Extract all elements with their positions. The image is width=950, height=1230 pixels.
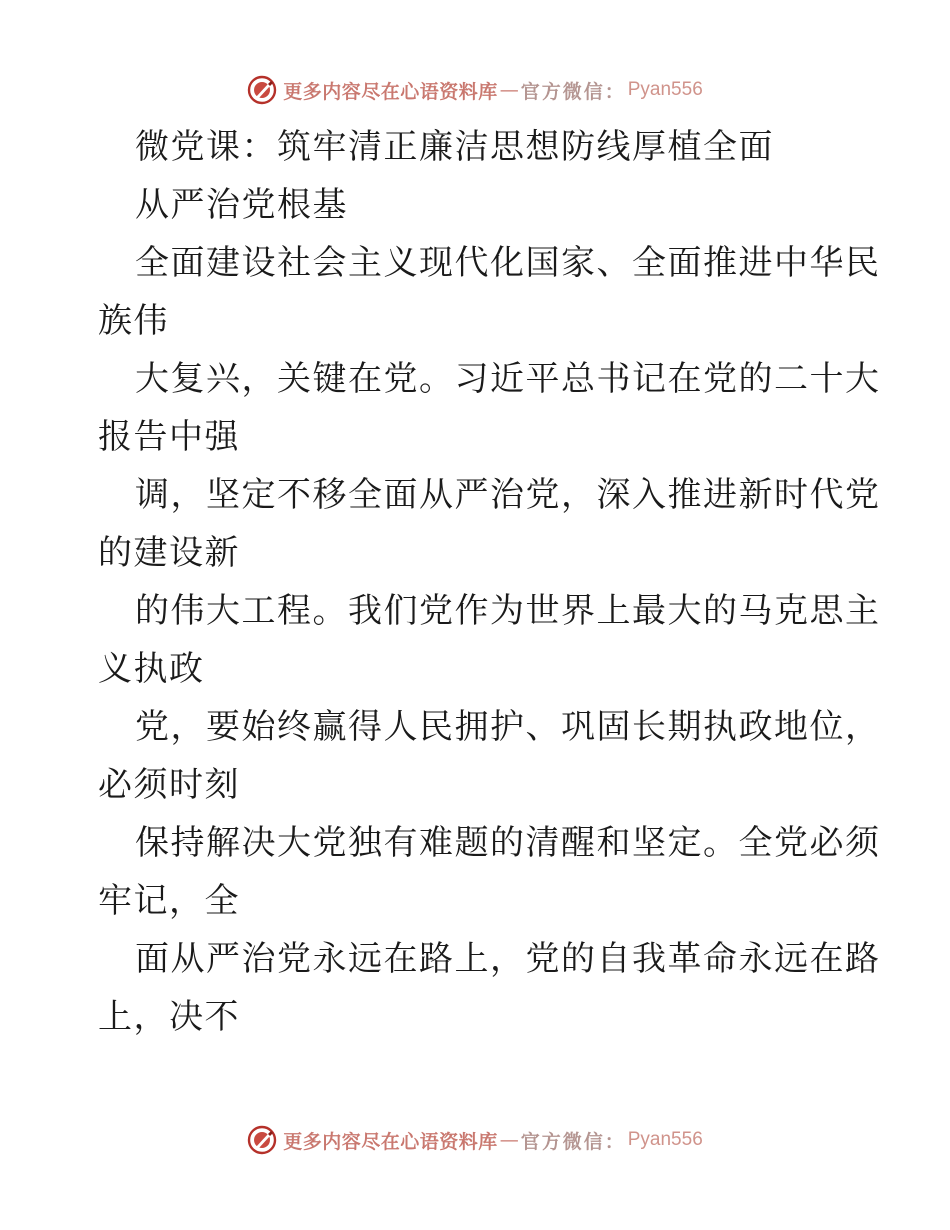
watermark-text: 更多内容尽在心语资料库 <box>283 1130 498 1153</box>
paragraph-line: 党，要始终赢得人民拥护、巩固长期执政地位， <box>135 707 881 747</box>
paragraph-line: 上，决不 <box>98 997 240 1037</box>
watermark-separator: — <box>499 79 519 101</box>
paragraph-line: 调，坚定不移全面从严治党，深入推进新时代党 <box>135 475 881 515</box>
paragraph-line: 的建设新 <box>98 533 240 573</box>
watermark-wechat-id: Pyan556 <box>627 79 703 100</box>
paragraph-line: 必须时刻 <box>98 765 240 805</box>
paragraph-line: 族伟 <box>98 301 169 341</box>
watermark-separator: — <box>499 1129 519 1151</box>
pen-seal-icon <box>247 75 277 105</box>
watermark-wechat-id: Pyan556 <box>627 1129 703 1150</box>
watermark-text: 更多内容尽在心语资料库 <box>283 80 498 103</box>
paragraph-line: 牢记，全 <box>98 881 240 921</box>
document-title-line: 微党课：筑牢清正廉洁思想防线厚植全面 <box>135 127 774 167</box>
paragraph-line: 大复兴，关键在党。习近平总书记在党的二十大 <box>135 359 881 399</box>
paragraph-line: 面从严治党永远在路上，党的自我革命永远在路 <box>135 939 881 979</box>
paragraph-line: 全面建设社会主义现代化国家、全面推进中华民 <box>135 243 881 283</box>
watermark-wechat-label: 官方微信： <box>520 1130 626 1153</box>
watermark-wechat-label: 官方微信： <box>520 80 626 103</box>
paragraph-line: 报告中强 <box>98 417 240 457</box>
paragraph-line: 义执政 <box>98 649 205 689</box>
watermark-banner-top <box>0 70 950 110</box>
paragraph-line: 的伟大工程。我们党作为世界上最大的马克思主 <box>135 591 881 631</box>
paragraph-line: 保持解决大党独有难题的清醒和坚定。全党必须 <box>135 823 881 863</box>
document-body <box>98 118 881 1046</box>
watermark-banner-bottom <box>0 1120 950 1160</box>
pen-seal-icon <box>247 1125 277 1155</box>
document-title-line: 从严治党根基 <box>135 185 348 225</box>
